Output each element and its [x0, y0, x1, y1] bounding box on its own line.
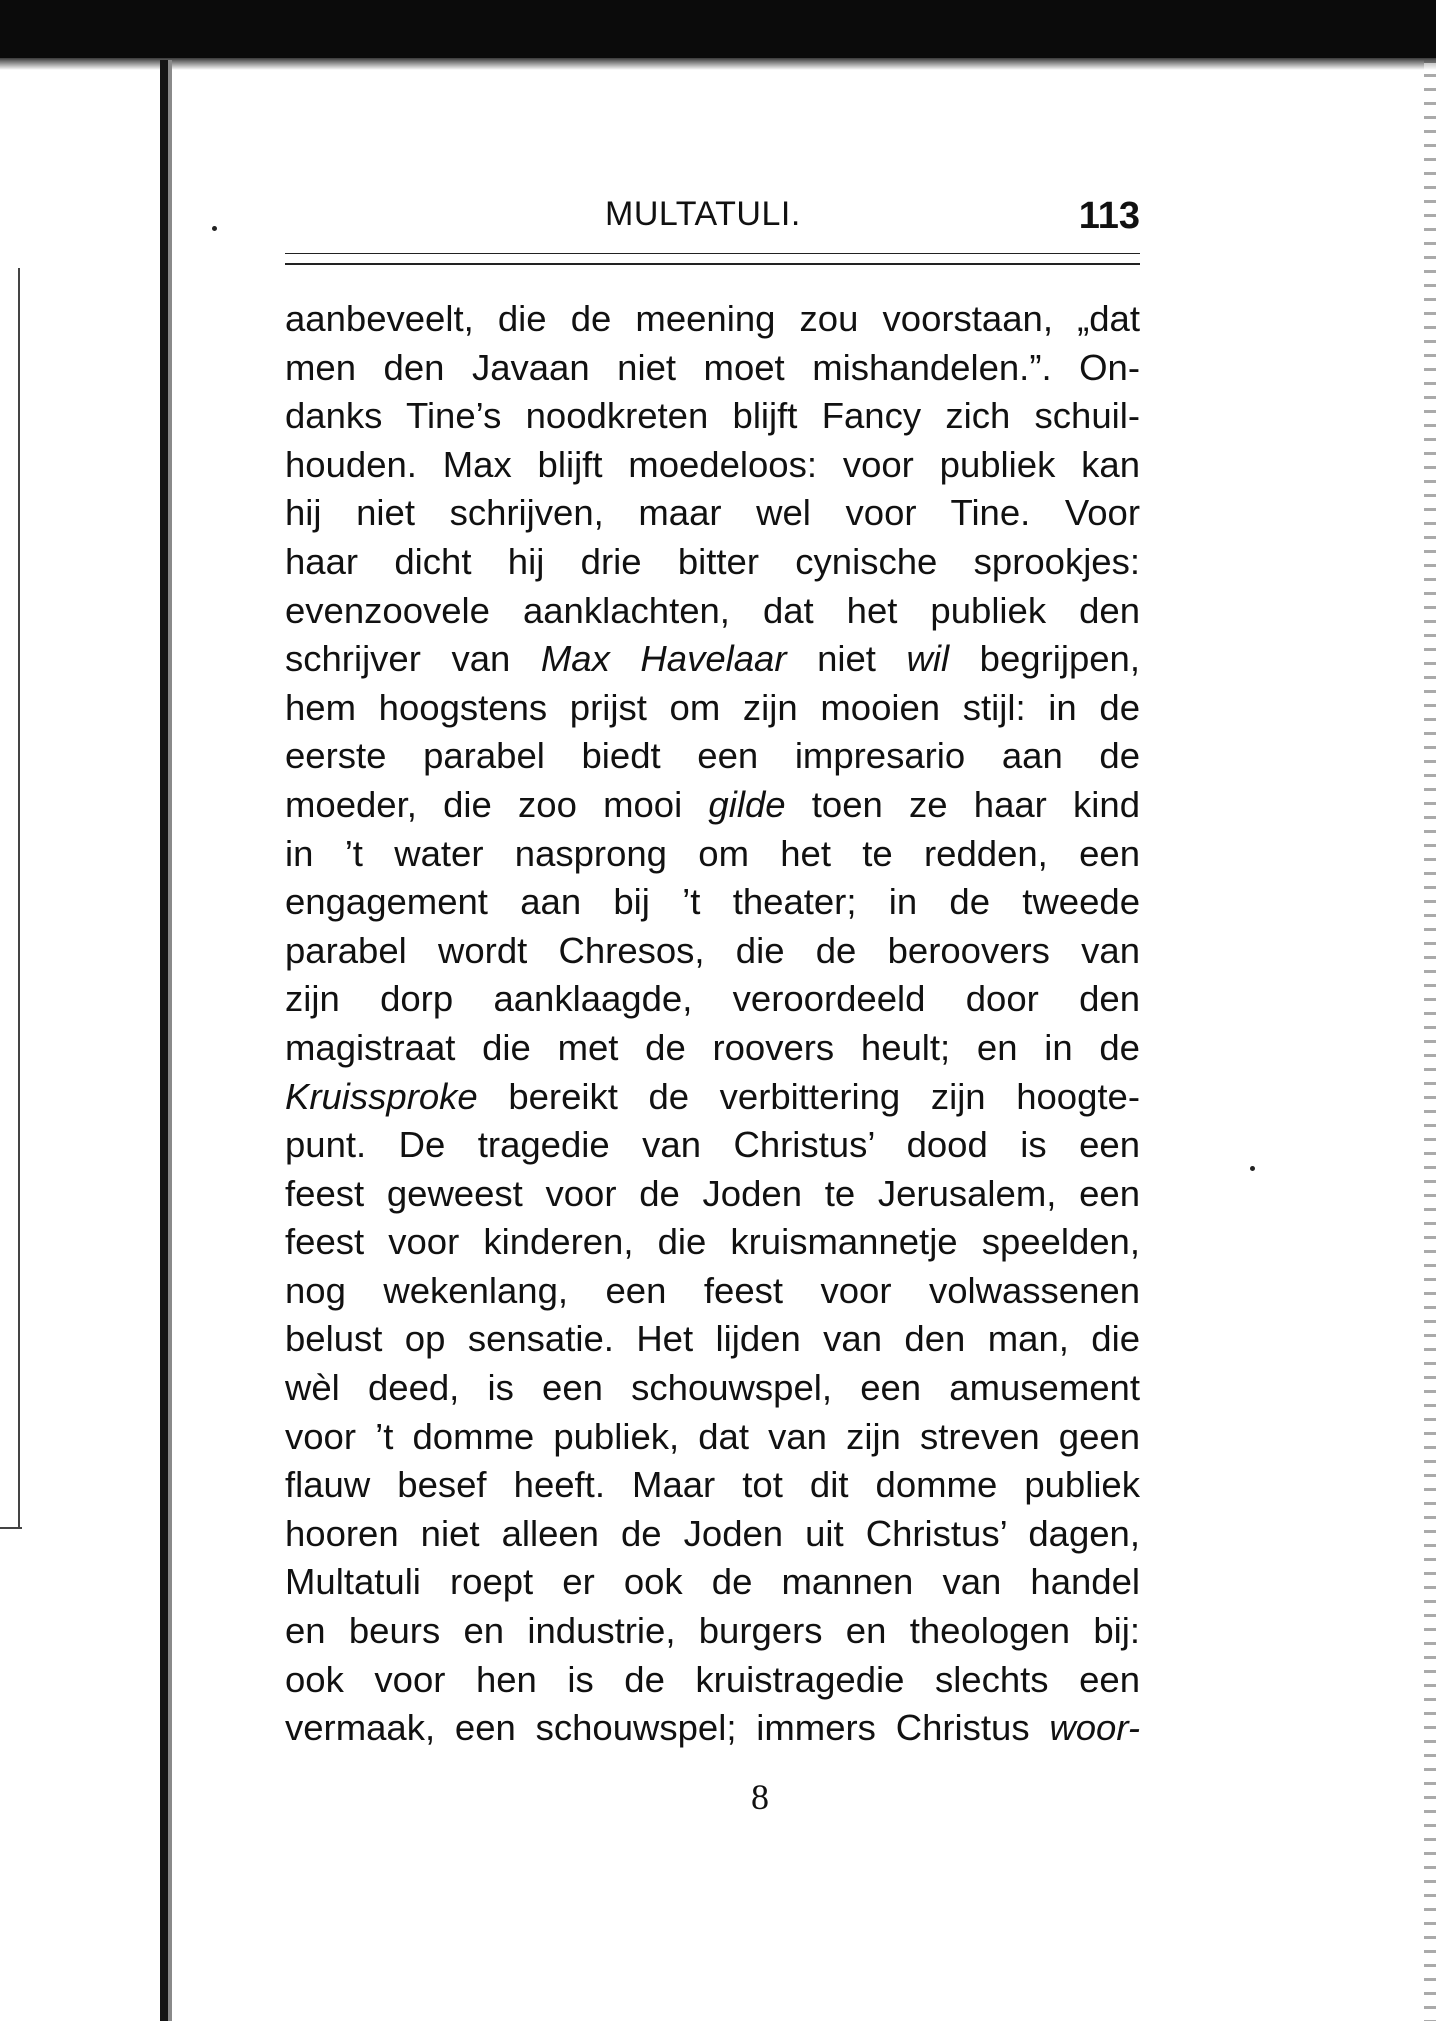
text-line — [285, 1364, 1140, 1413]
italic-run: wil — [906, 638, 950, 680]
text-run: hem hoogstens prijst om zijn mooien stijl: in de — [285, 686, 1140, 728]
text-run: danks Tine’s noodkreten blijft Fancy zich schuil- — [285, 395, 1140, 437]
text-run: aanbeveelt, die de meening zou voorstaan, „dat — [285, 298, 1140, 339]
text-line — [285, 392, 1140, 441]
italic-run: Kruissproke — [285, 1075, 478, 1117]
scan-top-fade — [0, 58, 1436, 70]
text-line — [285, 1024, 1140, 1073]
text-run: niet — [786, 638, 907, 680]
text-run: nog wekenlang, een feest voor volwassenen — [285, 1269, 1140, 1311]
text-line — [285, 1607, 1140, 1656]
book-spine-shadow — [160, 60, 168, 2021]
text-run: parabel wordt Chresos, die de beroovers van — [285, 929, 1140, 971]
text-run: ook voor hen is de kruistragedie slechts een — [285, 1658, 1140, 1700]
text-line — [285, 1704, 1140, 1753]
page-fore-edge — [1424, 60, 1436, 2021]
text-run: en beurs en industrie, burgers en theologen bij: — [285, 1610, 1140, 1652]
text-run: punt. De tragedie van Christus’ dood is een — [285, 1124, 1140, 1166]
text-line — [285, 295, 1140, 344]
book-spine-gutter — [168, 60, 172, 2021]
text-line — [285, 1558, 1140, 1607]
text-line — [285, 1170, 1140, 1219]
signature-mark: 8 — [751, 1777, 769, 1817]
text-run: vermaak, een schouwspel; immers Christus — [285, 1707, 1050, 1749]
text-run: evenzoovele aanklachten, dat het publiek den — [285, 589, 1140, 631]
text-run: bereikt de verbittering zijn hoogte- — [477, 1075, 1140, 1117]
text-run: moeder, die zoo mooi — [285, 783, 709, 825]
italic-run: Max Havelaar — [540, 638, 787, 680]
facing-page-edge-tick — [0, 1527, 22, 1529]
text-line — [285, 587, 1140, 636]
text-run: men den Javaan niet moet mishandelen.”. On- — [285, 346, 1140, 388]
facing-page-edge — [18, 268, 20, 1528]
text-run: hij niet schrijven, maar wel voor Tine. Voor — [285, 492, 1140, 534]
text-line — [285, 878, 1140, 927]
specks — [212, 226, 217, 231]
text-line — [285, 1315, 1140, 1364]
running-title: MULTATULI. — [605, 195, 801, 233]
text-line — [285, 635, 1140, 684]
text-line — [285, 830, 1140, 879]
header-rule — [285, 253, 1140, 265]
text-run: haar dicht hij drie bitter cynische sprookjes: — [285, 540, 1140, 582]
text-run: flauw besef heeft. Maar tot dit domme publiek — [285, 1464, 1140, 1506]
text-line — [285, 1510, 1140, 1559]
text-line — [285, 538, 1140, 587]
text-run: feest geweest voor de Joden te Jerusalem, een — [285, 1172, 1140, 1214]
text-run: engagement aan bij ’t theater; in de tweede — [285, 881, 1140, 923]
text-line — [285, 441, 1140, 490]
text-line — [285, 1121, 1140, 1170]
text-run: feest voor kinderen, die kruismannetje speelden, — [285, 1221, 1140, 1263]
scan-top-shadow — [0, 0, 1436, 58]
text-line — [285, 1267, 1140, 1316]
text-line — [285, 1413, 1140, 1462]
italic-run: gilde — [708, 783, 786, 825]
text-run: Multatuli roept er ook de mannen van handel — [285, 1561, 1140, 1603]
text-run: voor ’t domme publiek, dat van zijn streven geen — [285, 1415, 1140, 1457]
text-line — [285, 684, 1140, 733]
body-text — [285, 295, 1140, 1753]
text-line — [285, 489, 1140, 538]
text-run: toen ze haar kind — [785, 783, 1141, 825]
text-line — [285, 344, 1140, 393]
text-line — [285, 1073, 1140, 1122]
text-run: eerste parabel biedt een impresario aan de — [285, 735, 1140, 777]
text-run: hooren niet alleen de Joden uit Christus’ dagen, — [285, 1512, 1140, 1554]
text-line — [285, 975, 1140, 1024]
text-line — [285, 1656, 1140, 1705]
text-line — [285, 781, 1140, 830]
text-run: houden. Max blijft moedeloos: voor publiek kan — [285, 443, 1140, 485]
text-run: magistraat die met de roovers heult; en in de — [285, 1026, 1140, 1068]
text-line — [285, 1461, 1140, 1510]
book-page — [285, 195, 1140, 1753]
text-run: zijn dorp aanklaagde, veroordeeld door den — [285, 978, 1140, 1020]
page-number: 113 — [1078, 195, 1140, 237]
specks — [1250, 1166, 1255, 1171]
text-run: begrijpen, — [949, 638, 1140, 680]
text-run: belust op sensatie. Het lijden van den man, die — [285, 1318, 1140, 1360]
text-run: wèl deed, is een schouwspel, een amusement — [285, 1367, 1140, 1409]
text-run: schrijver van — [285, 638, 541, 680]
text-line — [285, 732, 1140, 781]
running-head — [285, 195, 1140, 241]
text-run: in ’t water nasprong om het te redden, een — [285, 832, 1140, 874]
text-line — [285, 927, 1140, 976]
italic-run: woor- — [1049, 1707, 1140, 1749]
text-line — [285, 1218, 1140, 1267]
